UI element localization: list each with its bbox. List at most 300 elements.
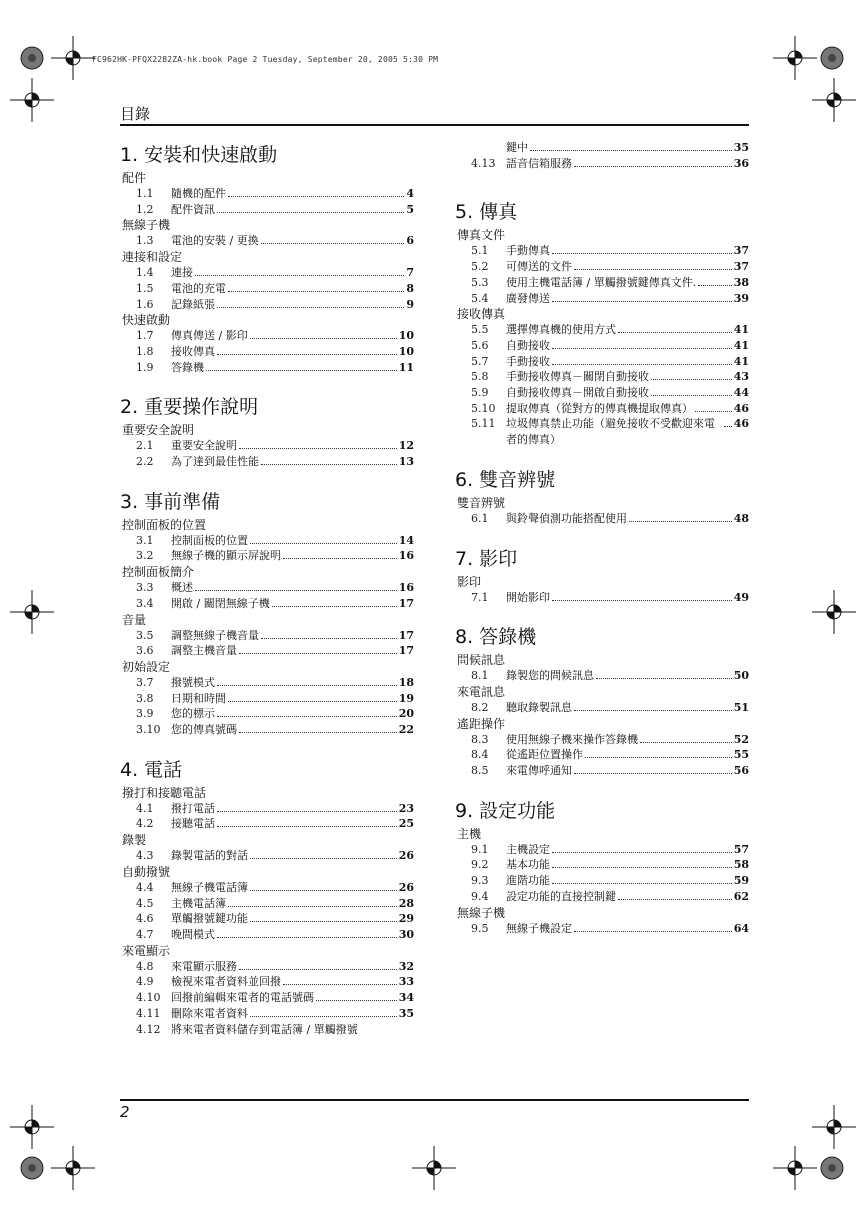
toc-entry[interactable]: [120, 265, 414, 281]
toc-entry[interactable]: [120, 186, 414, 202]
entry-page: 17: [398, 644, 414, 658]
toc-entry[interactable]: [120, 202, 414, 218]
entry-label: 錄製您的問候訊息: [506, 669, 594, 683]
entry-page: 49: [733, 590, 749, 604]
toc-entry[interactable]: [120, 580, 414, 596]
entry-number: 4.7: [136, 927, 154, 941]
entry-number: 4.13: [471, 156, 496, 170]
entry-page: 14: [398, 533, 414, 547]
leader-dots: [217, 354, 397, 355]
entry-label: 鍵中: [506, 141, 528, 154]
entry-page: 62: [733, 889, 749, 903]
entry-page: 30: [398, 927, 414, 941]
entry-label: 基本功能: [506, 858, 550, 872]
entry-page: 4: [406, 187, 414, 200]
entry-label: 自動接收傳真－開啟自動接收: [506, 386, 649, 400]
toc-entry[interactable]: [455, 291, 749, 307]
continued-entries: [455, 140, 749, 171]
toc-chapter: [120, 755, 414, 1037]
entry-number: 5.7: [471, 354, 489, 368]
chapter-title[interactable]: 4. 電話: [120, 758, 183, 781]
entry-label: 聽取錄製訊息: [506, 700, 572, 714]
leader-dots: [651, 395, 732, 396]
chapter-title[interactable]: 8. 答錄機: [455, 626, 537, 649]
entry-number: 5.6: [471, 338, 489, 352]
leader-dots: [261, 638, 397, 639]
entry-number: 3.3: [136, 581, 154, 595]
entry-label: 廣發傳送: [506, 291, 550, 305]
toc-entry[interactable]: [120, 360, 414, 376]
leader-dots: [574, 269, 732, 270]
toc-entry[interactable]: [120, 1022, 414, 1038]
toc-entry[interactable]: [120, 628, 414, 644]
toc-chapter: [120, 487, 414, 738]
toc-entry[interactable]: [455, 842, 749, 858]
leader-dots: [724, 426, 732, 427]
leader-dots: [316, 1000, 397, 1001]
crosshair-icon: [51, 1146, 95, 1190]
crosshair-icon: [812, 590, 856, 634]
chapter-title[interactable]: 2. 重要操作說明: [120, 396, 259, 419]
leader-dots: [574, 710, 732, 711]
entry-label: 調整主機音量: [171, 644, 237, 658]
entry-label: 與鈴聲偵測功能搭配使用: [506, 511, 627, 525]
entry-number: 7.1: [471, 590, 489, 604]
entry-page: 41: [733, 338, 749, 352]
toc-entry[interactable]: [120, 706, 414, 722]
entry-number: 4.11: [136, 1006, 161, 1020]
leader-dots: [239, 653, 397, 654]
entry-label: 日期和時間: [171, 691, 226, 705]
entry-label: 手動接收: [506, 354, 550, 368]
toc-entry[interactable]: [455, 732, 749, 748]
toc-entry[interactable]: [455, 873, 749, 889]
entry-page: 39: [733, 291, 749, 305]
entry-number: 4.8: [136, 959, 154, 973]
toc-entry[interactable]: [455, 416, 749, 447]
entry-page: 46: [733, 417, 749, 431]
toc-chapter: [455, 544, 749, 606]
leader-dots: [261, 243, 405, 244]
entry-label: 自動接收: [506, 338, 550, 352]
entry-page: 16: [398, 549, 414, 563]
entry-number: 2.1: [136, 439, 154, 453]
entry-page: 5: [406, 202, 414, 216]
entry-page: 32: [398, 959, 414, 973]
entry-number: 5.11: [471, 417, 496, 431]
entry-page: 6: [406, 234, 414, 248]
leader-dots: [552, 253, 732, 254]
entry-page: 29: [398, 912, 414, 926]
entry-label: 電池的充電: [171, 281, 226, 295]
entry-label: 垃圾傳真禁止功能（避免接收不受歡迎來電者的傳真）: [506, 417, 715, 447]
toc-entry[interactable]: [120, 816, 414, 832]
leader-dots: [217, 212, 404, 213]
toc-entry[interactable]: [455, 511, 749, 527]
entry-label: 開啟 / 關閉無線子機: [171, 596, 270, 610]
toc-entry[interactable]: [455, 354, 749, 370]
leader-dots: [217, 685, 397, 686]
toc-entry[interactable]: [120, 548, 414, 564]
entry-number: 3.7: [136, 675, 154, 689]
leader-dots: [651, 379, 732, 380]
entry-number: 5.8: [471, 370, 489, 384]
entry-page: 26: [398, 880, 414, 894]
entry-page: 57: [733, 842, 749, 856]
toc-entry[interactable]: [120, 848, 414, 864]
entry-number: 5.1: [471, 244, 489, 258]
entry-label: 接收傳真: [171, 344, 215, 358]
entry-page: 52: [733, 732, 749, 746]
group-heading: 雙音辨號: [457, 495, 506, 510]
entry-page: 11: [398, 360, 414, 374]
entry-page: 55: [733, 748, 749, 762]
leader-dots: [552, 600, 732, 601]
crosshair-icon: [51, 36, 95, 80]
file-header: FC962HK-PFQX2282ZA-hk.book Page 2 Tuesday, September 20, 2005 5:30 PM: [92, 55, 439, 64]
chapter-title[interactable]: 6. 雙音辨號: [455, 468, 556, 491]
registration-wheel-icon: [821, 1157, 843, 1179]
toc-entry[interactable]: [120, 911, 414, 927]
entry-label: 無線子機設定: [506, 921, 572, 935]
chapter-title[interactable]: 3. 事前準備: [120, 490, 221, 513]
entry-page: 25: [398, 817, 414, 831]
group-heading: 控制面板的位置: [122, 517, 207, 532]
leader-dots: [217, 937, 397, 938]
entry-number: 8.3: [471, 732, 489, 746]
group-heading: 來電訊息: [457, 684, 506, 699]
toc-entry[interactable]: [455, 243, 749, 259]
entry-label: 來電顯示服務: [171, 959, 237, 973]
group-heading: 接收傳真: [457, 307, 506, 322]
toc-entry[interactable]: [455, 259, 749, 275]
entry-number: 1.9: [136, 360, 154, 374]
toc-entry[interactable]: [120, 896, 414, 912]
entry-page: 10: [398, 329, 414, 343]
entry-number: 1.3: [136, 234, 154, 248]
group-heading: 音量: [122, 612, 147, 627]
leader-dots: [283, 984, 397, 985]
entry-label: 可傳送的文件: [506, 260, 572, 274]
toc-entry[interactable]: [120, 691, 414, 707]
toc-entry[interactable]: [455, 889, 749, 905]
crosshair-icon: [812, 1105, 856, 1149]
entry-number: 4.2: [136, 817, 154, 831]
entry-number: 4.5: [136, 896, 154, 910]
leader-dots: [250, 338, 397, 339]
leader-dots: [239, 969, 397, 970]
toc-entry[interactable]: [455, 275, 749, 291]
toc-entry[interactable]: [120, 722, 414, 738]
entry-page: 20: [398, 707, 414, 721]
entry-label: 無線子機的顯示屏說明: [171, 549, 281, 563]
entry-page: 17: [398, 596, 414, 610]
entry-page: 16: [398, 581, 414, 595]
toc-entry[interactable]: [455, 747, 749, 763]
leader-dots: [695, 411, 732, 412]
group-heading: 來電顯示: [122, 943, 171, 958]
toc-chapter: [455, 465, 749, 527]
entry-page: 12: [398, 439, 414, 453]
chapter-title[interactable]: 7. 影印: [455, 547, 518, 570]
entry-label: 回撥前編輯來電者的電話號碼: [171, 991, 314, 1005]
entry-number: 3.8: [136, 691, 154, 705]
leader-dots: [206, 370, 397, 371]
leader-dots: [217, 716, 397, 717]
entry-page: 13: [398, 455, 414, 469]
entry-page: 7: [406, 266, 414, 280]
crosshair-icon: [10, 1105, 54, 1149]
entry-label: 進階功能: [506, 874, 550, 888]
entry-page: 36: [733, 156, 749, 170]
toc-entry[interactable]: [120, 990, 414, 1006]
entry-number: 1.1: [136, 187, 154, 200]
crosshair-icon: [412, 1146, 456, 1190]
entry-number: 4.9: [136, 975, 154, 989]
group-heading: 傳真文件: [457, 228, 506, 243]
footer-rule: [120, 1099, 749, 1101]
toc-entry[interactable]: [455, 322, 749, 338]
entry-label: 傳真傳送 / 影印: [171, 329, 248, 343]
leader-dots: [239, 732, 397, 733]
entry-number: 1.5: [136, 281, 154, 295]
crosshair-icon: [773, 36, 817, 80]
entry-label: 隨機的配件: [171, 187, 226, 200]
entry-number: 1.7: [136, 329, 154, 343]
entry-label: 概述: [171, 581, 193, 595]
entry-number: 8.4: [471, 748, 489, 762]
entry-label: 撥號模式: [171, 675, 215, 689]
entry-label: 單觸撥號鍵功能: [171, 912, 248, 926]
entry-number: 8.5: [471, 764, 489, 778]
entry-number: 5.3: [471, 275, 489, 289]
group-heading: 自動撥號: [122, 864, 171, 879]
chapter-title[interactable]: 1. 安裝和快速啟動: [120, 144, 278, 166]
toc-chapter: [455, 796, 749, 937]
entry-number: 3.9: [136, 707, 154, 721]
toc-entry[interactable]: [455, 156, 749, 172]
leader-dots: [552, 867, 732, 868]
entry-label: 為了達到最佳性能: [171, 455, 259, 469]
entry-label: 配件資訊: [171, 202, 215, 216]
entry-label: 檢視來電者資料並回撥: [171, 975, 281, 989]
entry-page: 10: [398, 344, 414, 358]
entry-page: 35: [733, 141, 749, 154]
toc-entry[interactable]: [120, 1006, 414, 1022]
entry-page: 34: [398, 991, 414, 1005]
toc-entry[interactable]: [120, 801, 414, 817]
entry-number: 5.9: [471, 386, 489, 400]
entry-number: 1.2: [136, 202, 154, 216]
group-heading: 遙距操作: [457, 716, 506, 731]
entry-number: 4.10: [136, 991, 161, 1005]
leader-dots: [239, 448, 397, 449]
leader-dots: [195, 590, 397, 591]
entry-label: 刪除來電者資料: [171, 1006, 248, 1020]
entry-label: 電池的安裝 / 更換: [171, 234, 259, 248]
group-heading: 撥打和接聽電話: [122, 785, 207, 800]
toc-entry[interactable]: [455, 763, 749, 779]
toc-entry[interactable]: [120, 927, 414, 943]
toc-entry[interactable]: [455, 700, 749, 716]
crosshair-icon: [773, 1146, 817, 1190]
toc-entry[interactable]: [120, 454, 414, 470]
toc-entry[interactable]: [455, 857, 749, 873]
toc-entry[interactable]: [120, 344, 414, 360]
group-heading: 無線子機: [457, 905, 506, 920]
toc-chapter: [120, 140, 414, 375]
entry-label: 記錄紙張: [171, 297, 215, 311]
entry-label: 手動接收傳真－關閉自動接收: [506, 370, 649, 384]
entry-page: 26: [398, 849, 414, 863]
entry-page: 23: [398, 801, 414, 815]
entry-page: 37: [733, 244, 749, 258]
entry-label: 連接: [171, 266, 193, 280]
toc-right-column: [455, 140, 749, 953]
entry-label: 無線子機電話簿: [171, 880, 248, 894]
entry-page: 35: [398, 1006, 414, 1020]
entry-number: 1.8: [136, 344, 154, 358]
group-heading: 影印: [457, 574, 482, 589]
group-heading: 主機: [457, 826, 482, 841]
entry-label: 控制面板的位置: [171, 533, 248, 547]
entry-page: 58: [733, 858, 749, 872]
group-heading: 配件: [122, 171, 147, 185]
entry-label: 晚間模式: [171, 927, 215, 941]
entry-label: 來電傳呼通知: [506, 764, 572, 778]
entry-page: 64: [733, 921, 749, 935]
entry-page: 59: [733, 874, 749, 888]
entry-number: 1.4: [136, 266, 154, 280]
entry-label: 您的標示: [171, 707, 215, 721]
entry-number: 1.6: [136, 297, 154, 311]
group-heading: 錄製: [122, 833, 147, 848]
toc-entry[interactable]: [455, 140, 749, 156]
toc-entry[interactable]: [455, 369, 749, 385]
leader-dots: [552, 301, 732, 302]
entry-number: 9.5: [471, 921, 489, 935]
entry-number: 3.5: [136, 628, 154, 642]
entry-number: 4.3: [136, 849, 154, 863]
entry-number: 2.2: [136, 455, 154, 469]
entry-page: 8: [406, 281, 414, 295]
toc-chapter: [455, 197, 749, 447]
group-heading: 初始設定: [122, 659, 171, 674]
toc-entry[interactable]: [455, 338, 749, 354]
toc-entry[interactable]: [455, 921, 749, 937]
entry-number: 8.2: [471, 700, 489, 714]
page-title: 目錄: [120, 105, 151, 123]
entry-label: 語音信箱服務: [506, 156, 572, 170]
toc-entry[interactable]: [120, 233, 414, 249]
toc-entry[interactable]: [455, 668, 749, 684]
registration-wheel-icon: [21, 1157, 43, 1179]
toc-chapter: [455, 622, 749, 779]
toc-entry[interactable]: [120, 880, 414, 896]
toc-entry[interactable]: [120, 533, 414, 549]
entry-number: 5.2: [471, 260, 489, 274]
entry-label: 開始影印: [506, 590, 550, 604]
entry-label: 設定功能的直接控制鍵: [506, 889, 616, 903]
entry-page: 38: [733, 275, 749, 289]
entry-page: 28: [398, 896, 414, 910]
entry-number: 9.2: [471, 858, 489, 872]
entry-page: 33: [398, 975, 414, 989]
toc-entry[interactable]: [120, 675, 414, 691]
leader-dots: [250, 890, 397, 891]
entry-page: 50: [733, 669, 749, 683]
toc-entry[interactable]: [120, 974, 414, 990]
leader-dots: [552, 852, 732, 853]
entry-number: 5.10: [471, 401, 496, 415]
entry-number: 4.1: [136, 801, 154, 815]
chapter-title[interactable]: 5. 傳真: [455, 201, 518, 224]
leader-dots: [585, 757, 732, 758]
page-number: 2: [120, 1103, 130, 1121]
leader-dots: [228, 196, 404, 197]
crosshair-icon: [10, 78, 54, 122]
entry-page: 18: [398, 675, 414, 689]
entry-label: 將來電者資料儲存到電話簿 / 單觸撥號: [171, 1022, 358, 1036]
leader-dots: [574, 773, 732, 774]
toc-entry[interactable]: [120, 643, 414, 659]
entry-number: 4.4: [136, 880, 154, 894]
crosshair-icon: [10, 590, 54, 634]
entry-number: 9.3: [471, 874, 489, 888]
leader-dots: [228, 291, 404, 292]
entry-number: 6.1: [471, 511, 489, 525]
entry-number: 9.1: [471, 842, 489, 856]
entry-label: 答錄機: [171, 360, 204, 374]
leader-dots: [552, 883, 732, 884]
entry-label: 接聽電話: [171, 817, 215, 831]
toc-chapter: [120, 392, 414, 469]
toc-entry[interactable]: [120, 438, 414, 454]
group-heading: 無線子機: [122, 218, 171, 233]
entry-number: 3.2: [136, 549, 154, 563]
entry-label: 從遙距位置操作: [506, 748, 583, 762]
entry-number: 4.6: [136, 912, 154, 926]
toc-entry[interactable]: [120, 281, 414, 297]
entry-page: 46: [733, 401, 749, 415]
toc-entry[interactable]: [455, 590, 749, 606]
toc-entry[interactable]: [120, 297, 414, 313]
leader-dots: [228, 906, 397, 907]
leader-dots: [596, 678, 732, 679]
entry-page: 51: [733, 700, 749, 714]
entry-page: 43: [733, 370, 749, 384]
toc-entry[interactable]: [120, 959, 414, 975]
entry-page: 41: [733, 354, 749, 368]
leader-dots: [261, 464, 397, 465]
entry-label: 撥打電話: [171, 801, 215, 815]
toc-entry[interactable]: [120, 328, 414, 344]
leader-dots: [530, 150, 732, 151]
leader-dots: [698, 285, 731, 286]
toc-entry[interactable]: [455, 401, 749, 417]
toc-entry[interactable]: [120, 596, 414, 612]
leader-dots: [217, 811, 397, 812]
leader-dots: [629, 521, 732, 522]
group-heading: 快速啟動: [122, 313, 171, 328]
chapter-title[interactable]: 9. 設定功能: [455, 799, 556, 822]
registration-wheel-icon: [821, 47, 843, 69]
toc-entry[interactable]: [455, 385, 749, 401]
leader-dots: [272, 606, 397, 607]
entry-page: 48: [733, 511, 749, 525]
leader-dots: [195, 275, 404, 276]
leader-dots: [217, 307, 404, 308]
